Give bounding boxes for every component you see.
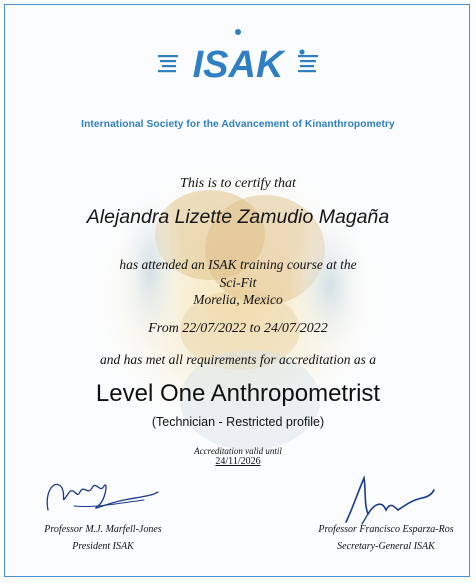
- course-dates: From 22/07/2022 to 24/07/2022: [148, 321, 328, 336]
- signatory-left-title: President ISAK: [72, 541, 134, 552]
- accreditation-level: Level One Anthropometrist: [95, 380, 381, 407]
- validity-date-line: [0, 456, 476, 467]
- signatory-right-name: Professor Francisco Esparza-Ros: [318, 524, 454, 535]
- validity-date: 24/11/2026: [215, 456, 261, 467]
- signatory-right-title: Secretary-General ISAK: [337, 541, 435, 552]
- organization-name: International Society for the Advancement of Kinanthropometry: [81, 119, 395, 130]
- accreditation-profile: (Technician - Restricted profile): [151, 415, 325, 429]
- validity-label: Accreditation valid until: [194, 446, 282, 456]
- course-location: Morelia, Mexico: [193, 292, 283, 307]
- recipient-name: Alejandra Lizette Zamudio Magaña: [86, 206, 390, 228]
- requirements-text: and has met all requirements for accreditation as a: [100, 352, 376, 367]
- logo-text: ISAK: [192, 44, 284, 86]
- signature-left: [34, 470, 164, 520]
- isak-logo: [0, 22, 476, 92]
- certify-text: This is to certify that: [180, 176, 296, 191]
- course-venue: Sci-Fit: [219, 275, 257, 290]
- signature-right: [338, 470, 438, 525]
- signatory-left-name: Professor M.J. Marfell-Jones: [44, 524, 162, 535]
- attended-text: has attended an ISAK training course at the: [119, 257, 357, 272]
